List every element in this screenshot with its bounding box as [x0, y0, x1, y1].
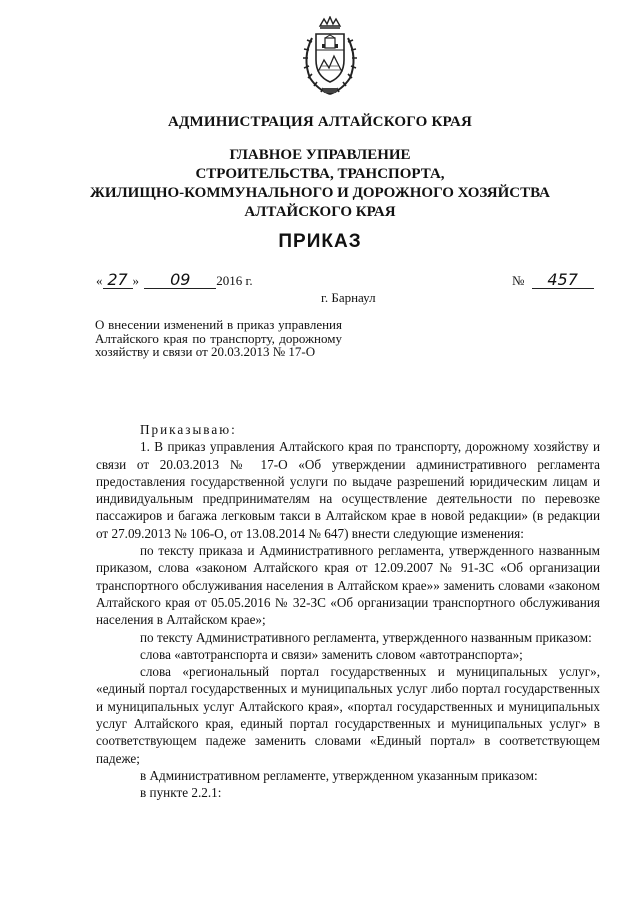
- body-paragraph: 1. В приказ управления Алтайского края по транспорту, дорожному хозяйству и связи от 20.03.2013 № 17-О «Об утверждении административного регламента предоставления государственной услуги по выдаче разрешений юридическим лицам и индивидуальным предпринимателям на осуществление деятельности по перевозке пассажиров и багажа легковым такси в Алтайском крае в новой редакции» (в редакции от 27.09.2013 № 106-О, от 13.08.2014 № 647) внести следующие изменения:: [96, 439, 600, 541]
- department-line: ГЛАВНОЕ УПРАВЛЕНИЕ: [229, 147, 411, 163]
- body-paragraph: слова «автотранспорта и связи» заменить словом «автотранспорта»;: [140, 646, 523, 662]
- department-name: [0, 146, 640, 222]
- date-close-quote: »: [132, 273, 139, 288]
- number-value-handwritten: 457: [532, 272, 594, 289]
- organization-name: АДМИНИСТРАЦИЯ АЛТАЙСКОГО КРАЯ: [167, 114, 473, 130]
- document-subject: О внесении изменений в приказ управления Алтайского края по транспорту, дорожному хозяйству и связи от 20.03.2013 № 17-О: [95, 317, 342, 359]
- document-body: [96, 421, 600, 802]
- date-year: 2016 г.: [216, 273, 253, 288]
- body-paragraph: слова «региональный портал государственных и муниципальных услуг», «единый портал государственных и муниципальных услуг либо портал государственных и муниципальных услуг Алтайского края», «портал государственных и муниципальных услуг Алтайского края, единый портал государственных и муниципальных услуг» в соответствующем падеже заменить словами «Единый портал» в соответствующем падеже;: [96, 664, 600, 766]
- department-line: АЛТАЙСКОГО КРАЯ: [244, 204, 396, 220]
- body-paragraph: по тексту Административного регламента, утвержденного названным приказом:: [140, 629, 592, 645]
- body-paragraph: по тексту приказа и Административного регламента, утвержденного названным приказом, слова «законом Алтайского края от 12.09.2007 № 91-ЗС «Об организации транспортного обслуживания населения в Алтайском крае»» заменить словами «законом Алтайского края от 05.05.2016 № 32-ЗС «Об организации транспортного обслуживания населения в Алтайском крае»;: [96, 543, 600, 628]
- date-day-handwritten: 27: [103, 272, 133, 289]
- body-paragraph: в пункте 2.2.1:: [140, 785, 222, 801]
- document-date: [96, 272, 253, 289]
- department-line: ЖИЛИЩНО-КОММУНАЛЬНОГО И ДОРОЖНОГО ХОЗЯЙСТВА: [90, 185, 550, 201]
- coat-of-arms-emblem: [298, 16, 362, 98]
- order-word: Приказываю:: [140, 422, 237, 437]
- document-type-title: ПРИКАЗ: [278, 231, 362, 252]
- department-line: СТРОИТЕЛЬСТВА, ТРАНСПОРТА,: [195, 166, 445, 182]
- date-open-quote: «: [96, 273, 103, 288]
- city-name: г. Барнаул: [321, 290, 376, 305]
- document-number: [512, 272, 594, 289]
- date-month-handwritten: 09: [144, 272, 216, 289]
- number-prefix: №: [512, 273, 525, 288]
- body-paragraph: в Административном регламенте, утвержденном указанным приказом:: [140, 767, 538, 783]
